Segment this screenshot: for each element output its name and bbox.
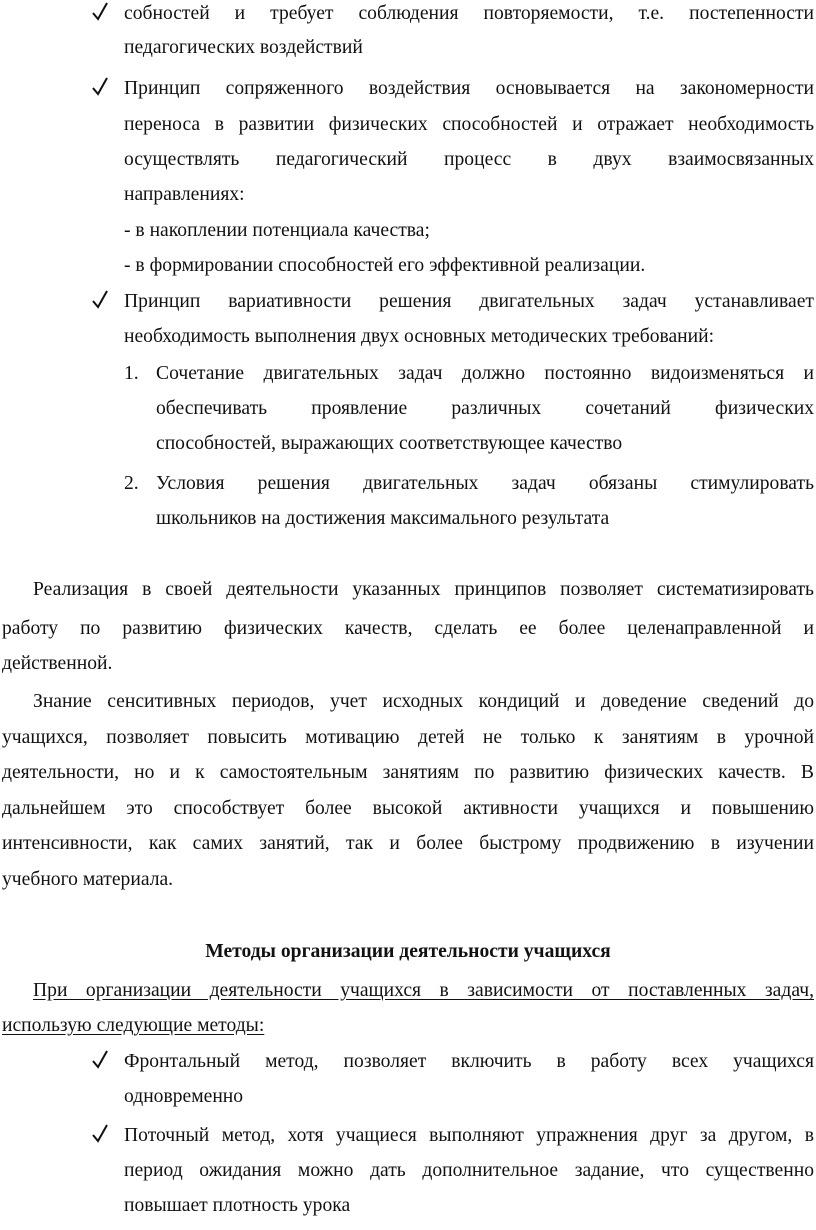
paragraph-line: действенной. (2, 653, 113, 674)
list-item-line: осуществлять педагогический процесс в двух взаимосвязанных (124, 149, 814, 170)
paragraph-line: Реализация в своей деятельности указанных принципов позволяет систематизировать (33, 579, 814, 600)
list-item-line: Фронтальный метод, позволяет включить в работу всех учащихся (124, 1051, 814, 1072)
list-item-line: повышает плотность урока (124, 1195, 351, 1216)
list-number: 2. (124, 473, 139, 494)
list-item-line: одновременно (124, 1086, 244, 1107)
list-item-line: необходимость выполнения двух основных методических требований: (124, 326, 715, 347)
paragraph-line: интенсивности, как самих занятий, так и более быстрому продвижению в изучении (2, 833, 814, 854)
numbered-item-line: школьников на достижения максимального результата (156, 508, 610, 529)
intro-line: использую следующие методы: (2, 1015, 265, 1036)
intro-line: При организации деятельности учащихся в зависимости от поставленных задач, (33, 980, 814, 1001)
list-item-line: Поточный метод, хотя учащиеся выполняют упражнения друг за другом, в (124, 1125, 814, 1146)
list-item-line: направлениях: (124, 184, 245, 205)
numbered-item-line: обеспечивать проявление различных сочетаний физических (156, 398, 814, 419)
checkmark-icon (92, 1123, 112, 1147)
checkmark-icon (92, 1049, 112, 1073)
list-item-line: - в формировании способностей его эффективной реализации. (124, 255, 646, 276)
list-item-line: период ожидания можно дать дополнительное задание, что существенно (124, 1160, 814, 1181)
list-item-line: - в накоплении потенциала качества; (124, 220, 430, 241)
list-item-line: Принцип вариативности решения двигательных задач устанавливает (124, 291, 814, 312)
numbered-item-line: Сочетание двигательных задач должно постоянно видоизменяться и (156, 363, 814, 384)
paragraph-line: учащихся, позволяет повысить мотивацию детей не только к занятиям в урочной (2, 727, 814, 748)
checkmark-icon (92, 289, 112, 313)
checkmark-icon (92, 1, 112, 25)
paragraph-line: деятельности, но и к самостоятельным занятиям по развитию физических качеств. В (2, 762, 814, 783)
paragraph-line: дальнейшем это способствует более высокой активности учащихся и повышению (2, 798, 814, 819)
paragraph-line: работу по развитию физических качеств, сделать ее более целенаправленной и (2, 618, 814, 639)
list-item-line: педагогических воздействий (124, 37, 363, 58)
paragraph-line: Знание сенситивных периодов, учет исходных кондиций и доведение сведений до (33, 691, 814, 712)
section-heading: Методы организации деятельности учащихся (205, 941, 611, 962)
numbered-item-line: Условия решения двигательных задач обязаны стимулировать (156, 473, 814, 494)
list-number: 1. (124, 363, 139, 384)
list-item-line: переноса в развитии физических способностей и отражает необходимость (124, 114, 814, 135)
numbered-item-line: способностей, выражающих соответствующее качество (156, 433, 623, 454)
checkmark-icon (92, 76, 112, 100)
list-item-line: Принцип сопряженного воздействия основывается на закономерности (124, 78, 814, 99)
list-item-line: собностей и требует соблюдения повторяемости, т.е. постепенности (124, 3, 814, 24)
paragraph-line: учебного материала. (2, 869, 174, 890)
